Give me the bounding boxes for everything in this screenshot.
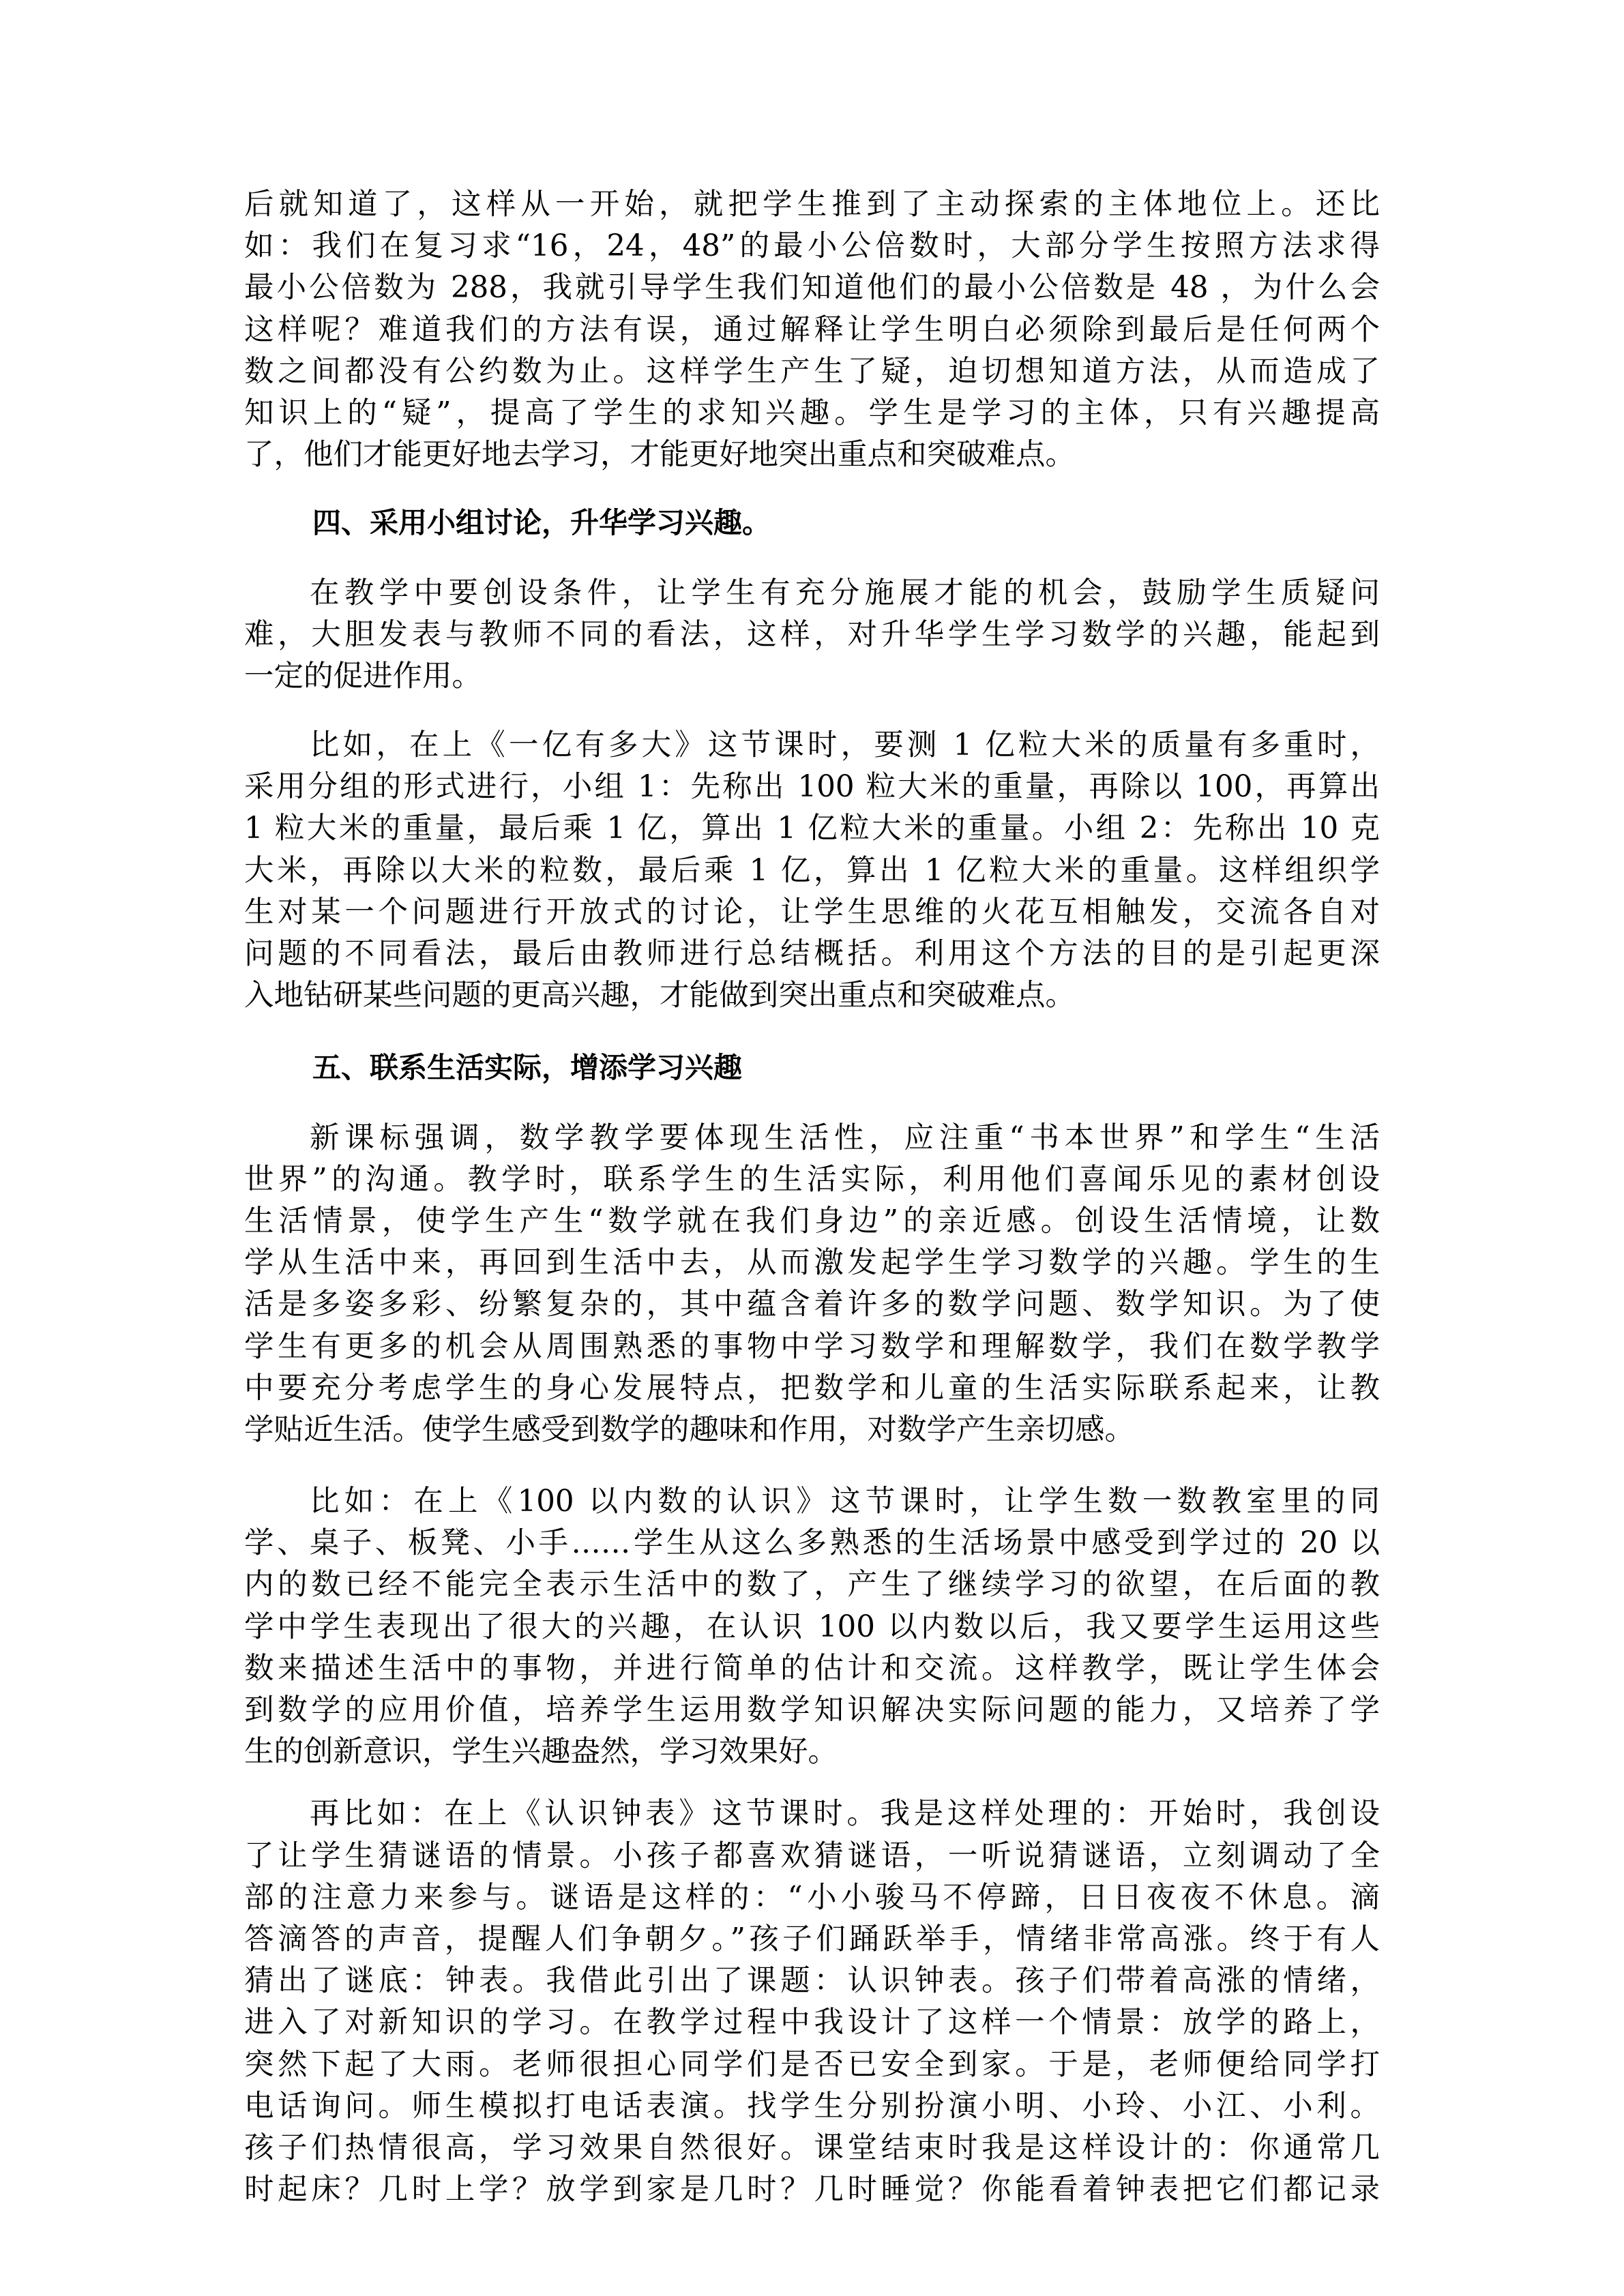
text-line: 比如，在上《一亿有多大》这节课时，要测 1 亿粒大米的质量有多重时， — [310, 728, 1380, 763]
text-line: 这样呢？难道我们的方法有误，通过解释让学生明白必须除到最后是任何两个 — [244, 312, 1380, 347]
text-line: 1 粒大米的重量，最后乘 1 亿，算出 1 亿粒大米的重量。小组 2：先称出 10 克 — [244, 811, 1380, 846]
text-line: 猜出了谜底：钟表。我借此引出了课题：认识钟表。孩子们带着高涨的情绪， — [244, 1964, 1380, 1999]
paragraph-numbers-within-100 — [244, 1481, 1380, 1773]
text-line: 再比如：在上《认识钟表》这节课时。我是这样处理的：开始时，我创设 — [310, 1797, 1380, 1832]
paragraph-lcm-example — [244, 184, 1380, 476]
text-line: 学贴近生活。使学生感受到数学的趣味和作用，对数学产生亲切感。 — [244, 1412, 1134, 1447]
text-line: 入地钻研某些问题的更高兴趣，才能做到突出重点和突破难点。 — [244, 979, 1075, 1013]
text-line: 生对某一个问题进行开放式的讨论，让学生思维的火花互相触发，交流各自对 — [244, 895, 1380, 929]
text-line: 活是多姿多彩、纷繁复杂的，其中蕴含着许多的数学问题、数学知识。为了使 — [244, 1287, 1380, 1322]
text-line: 生的创新意识，学生兴趣盎然，学习效果好。 — [244, 1735, 838, 1770]
text-line: 生活情景，使学生产生“数学就在我们身边”的亲近感。创设生活情境，让数 — [244, 1204, 1380, 1238]
document-page — [244, 184, 1380, 2231]
paragraph-clock-lesson — [244, 1793, 1380, 2211]
text-line: 知识上的“疑”，提高了学生的求知兴趣。学生是学习的主体，只有兴趣提高 — [244, 396, 1380, 430]
text-line: 中要充分考虑学生的身心发展特点，把数学和儿童的生活实际联系起来，让教 — [244, 1371, 1380, 1405]
text-line: 如：我们在复习求“16，24，48”的最小公倍数时，大部分学生按照方法求得 — [244, 229, 1380, 264]
text-line: 在教学中要创设条件，让学生有充分施展才能的机会，鼓励学生质疑问 — [310, 576, 1380, 610]
text-line: 问题的不同看法，最后由教师进行总结概括。利用这个方法的目的是引起更深 — [244, 937, 1380, 972]
text-line: 答滴答的声音，提醒人们争朝夕。”孩子们踊跃举手，情绪非常高涨。终于有人 — [244, 1922, 1380, 1956]
text-line: 数之间都没有公约数为止。这样学生产生了疑，迫切想知道方法，从而造成了 — [244, 354, 1380, 389]
text-line: 一定的促进作用。 — [244, 659, 482, 694]
text-line: 难，大胆发表与教师不同的看法，这样，对升华学生学习数学的兴趣，能起到 — [244, 617, 1380, 652]
text-line: 孩子们热情很高，学习效果自然很好。课堂结束时我是这样设计的：你通常几 — [244, 2130, 1380, 2165]
text-line: 部的注意力来参与。谜语是这样的：“小小骏马不停蹄，日日夜夜不休息。滴 — [244, 1880, 1380, 1915]
text-line: 学生有更多的机会从周围熟悉的事物中学习数学和理解数学，我们在数学教学 — [244, 1329, 1380, 1364]
text-line: 内的数已经不能完全表示生活中的数了，产生了继续学习的欲望，在后面的教 — [244, 1568, 1380, 1602]
text-line: 后就知道了，这样从一开始，就把学生推到了主动探索的主体地位上。还比 — [244, 188, 1380, 222]
text-line: 大米，再除以大米的粒数，最后乘 1 亿，算出 1 亿粒大米的重量。这样组织学 — [244, 853, 1380, 888]
text-line: 了让学生猜谜语的情景。小孩子都喜欢猜谜语，一听说猜谜语，立刻调动了全 — [244, 1838, 1380, 1873]
text-line: 了，他们才能更好地去学习，才能更好地突出重点和突破难点。 — [244, 438, 1075, 473]
text-line: 突然下起了大雨。老师很担心同学们是否已安全到家。于是，老师便给同学打 — [244, 2047, 1380, 2082]
text-line: 进入了对新知识的学习。在教学过程中我设计了这样一个情景：放学的路上， — [244, 2006, 1380, 2040]
text-line: 比如：在上《100 以内数的认识》这节课时，让学生数一数教室里的同 — [310, 1485, 1380, 1519]
section-heading-4: 四、采用小组讨论，升华学习兴趣。 — [312, 506, 771, 540]
text-line: 时起床？几时上学？放学到家是几时？几时睡觉？你能看着钟表把它们都记录 — [244, 2173, 1380, 2207]
text-line: 采用分组的形式进行，小组 1：先称出 100 粒大米的重量，再除以 100，再算出 — [244, 770, 1380, 805]
section-heading-5: 五、联系生活实际，增添学习兴趣 — [312, 1051, 743, 1085]
text-line: 学中学生表现出了很大的兴趣，在认识 100 以内数以后，我又要学生运用这些 — [244, 1609, 1380, 1644]
text-line: 学从生活中来，再回到生活中去，从而激发起学生学习数学的兴趣。学生的生 — [244, 1246, 1380, 1281]
text-line: 学、桌子、板凳、小手……学生从这么多熟悉的生活场景中感受到学过的 20 以 — [244, 1526, 1380, 1561]
text-line: 新课标强调，数学教学要体现生活性，应注重“书本世界”和学生“生活 — [310, 1120, 1380, 1155]
text-line: 到数学的应用价值，培养学生运用数学知识解决实际问题的能力，又培养了学 — [244, 1693, 1380, 1728]
text-line: 数来描述生活中的事物，并进行简单的估计和交流。这样教学，既让学生体会 — [244, 1651, 1380, 1686]
paragraph-rice-example — [244, 725, 1380, 1017]
paragraph-real-life-intro — [244, 1118, 1380, 1452]
text-line: 世界”的沟通。教学时，联系学生的生活实际，利用他们喜闻乐见的素材创设 — [244, 1162, 1380, 1197]
text-line: 电话询问。师生模拟打电话表演。找学生分别扮演小明、小玲、小江、小利。 — [244, 2089, 1380, 2123]
text-line: 最小公倍数为 288，我就引导学生我们知道他们的最小公倍数是 48 ，为什么会 — [244, 271, 1380, 305]
paragraph-group-discussion-intro — [244, 573, 1380, 698]
